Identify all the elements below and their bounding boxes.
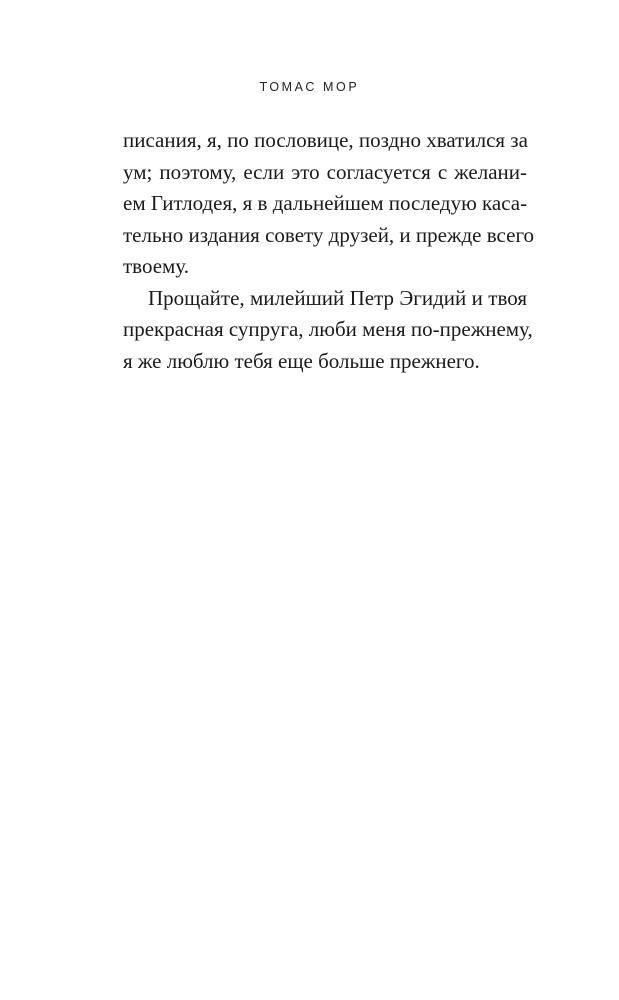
text-line: я же люблю тебя еще больше прежнего.: [123, 348, 480, 373]
paragraph: [123, 125, 535, 283]
text-line: Прощайте, милейший Петр Эгидий и твоя: [148, 285, 527, 310]
body-text: [123, 125, 535, 377]
text-line: тельно издания совету друзей, и прежде всего: [123, 222, 535, 247]
text-line: писания, я, по пословице, поздно хватился за: [123, 128, 528, 152]
paragraph: [123, 283, 533, 378]
running-head: ТОМАС МОР: [259, 80, 360, 94]
text-line: твоему.: [123, 254, 189, 278]
text-line: прекрасная супруга, люби меня по-прежнему,: [123, 317, 533, 341]
text-line: ум; поэтому, если это согласуется с желани-: [123, 159, 527, 184]
text-line: ем Гитлодея, я в дальнейшем последую каса-: [123, 191, 528, 215]
